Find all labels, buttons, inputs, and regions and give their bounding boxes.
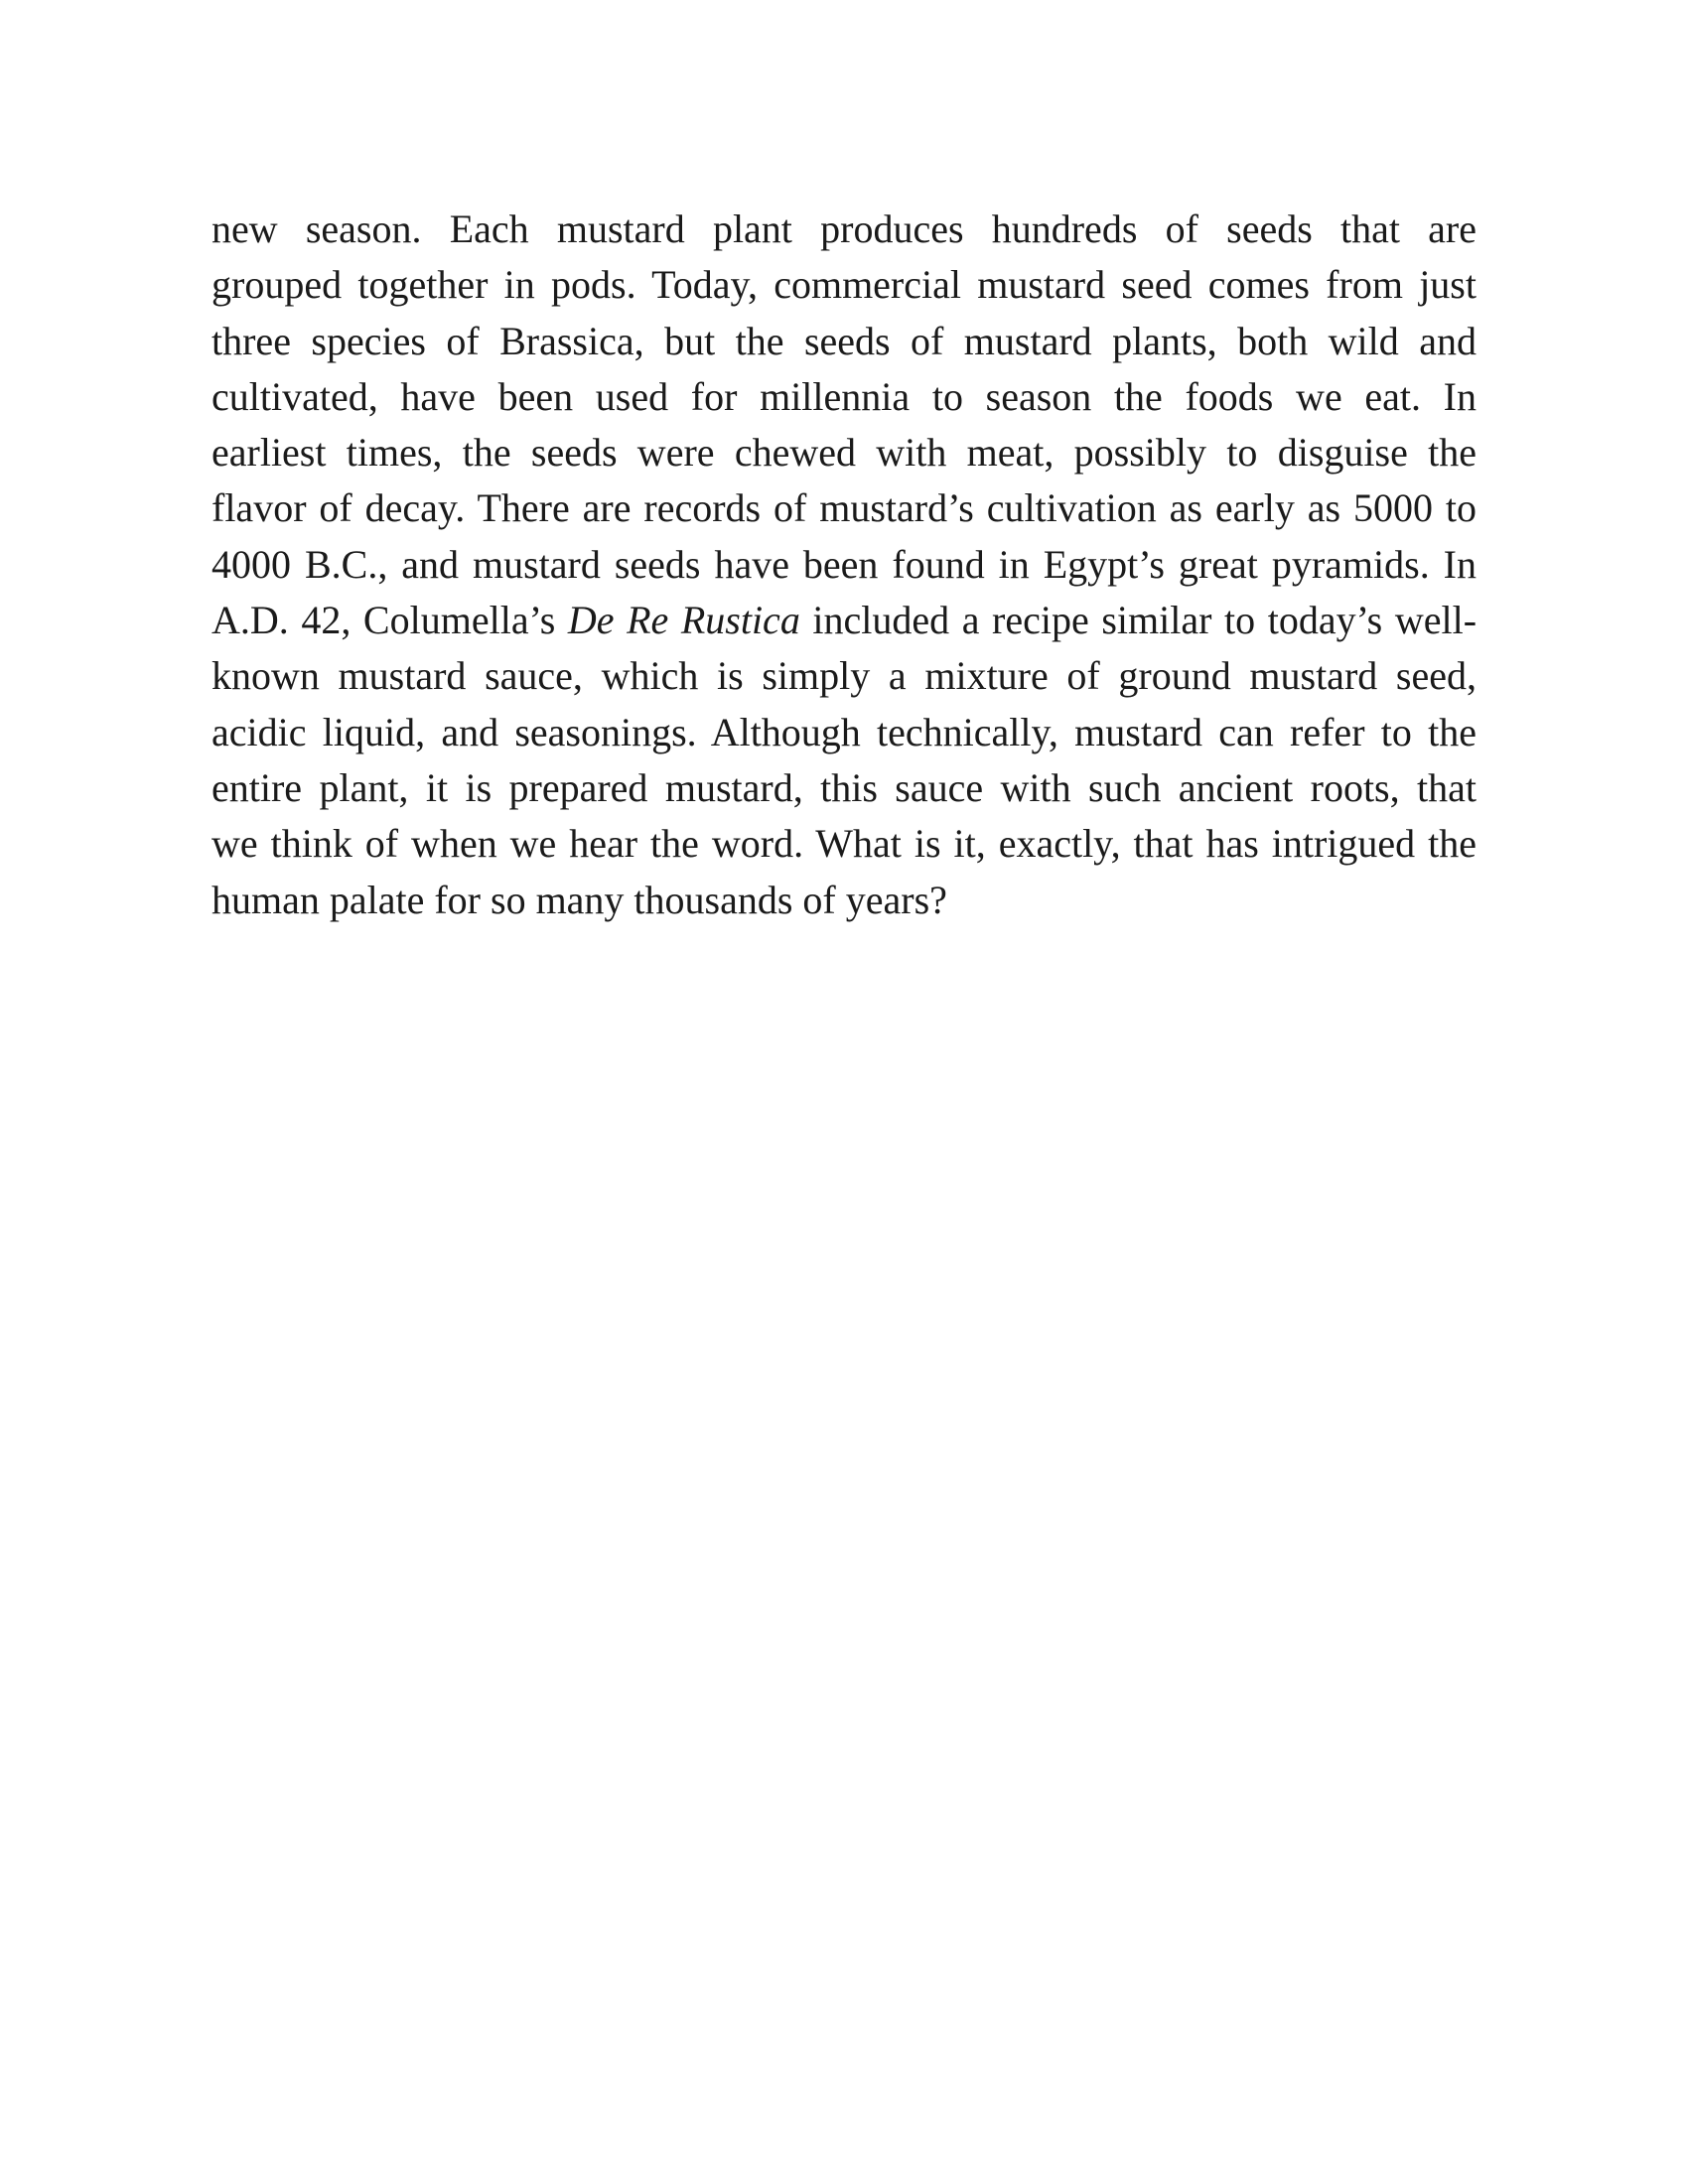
text-line: known mustard sauce, which is simply a mixture of ground mustard seed, [211,653,1477,699]
text-line: acidic liquid, and seasonings. Although technically, mustard can refer to the [211,709,1477,754]
text-line: earliest times, the seeds were chewed with meat, possibly to disguise the [211,430,1477,476]
text-line: new season. Each mustard plant produces hundreds of seeds that are [211,206,1477,251]
book-title: De Re Rustica [567,598,800,643]
text-segment: included a recipe similar to today’s well- [799,598,1477,643]
text-line: cultivated, have been used for millennia to season the foods we eat. In [211,373,1477,419]
text-line: we think of when we hear the word. What is it, exactly, that has intrigued the [211,821,1477,867]
text-line: flavor of decay. There are records of mustard’s cultivation as early as 5000 to [211,485,1477,531]
text-line: grouped together in pods. Today, commercial mustard seed comes from just [211,262,1477,308]
text-line: 4000 B.C., and mustard seeds have been found in Egypt’s great pyramids. In [211,541,1477,587]
text-line: human palate for so many thousands of years? [211,877,947,922]
text-line [211,593,1477,648]
text-line: three species of Brassica, but the seeds of mustard plants, both wild and [211,318,1477,363]
text-segment: A.D. 42, Columella’s [211,598,568,643]
text-line: entire plant, it is prepared mustard, this sauce with such ancient roots, that [211,764,1477,810]
body-paragraph [211,202,1477,928]
